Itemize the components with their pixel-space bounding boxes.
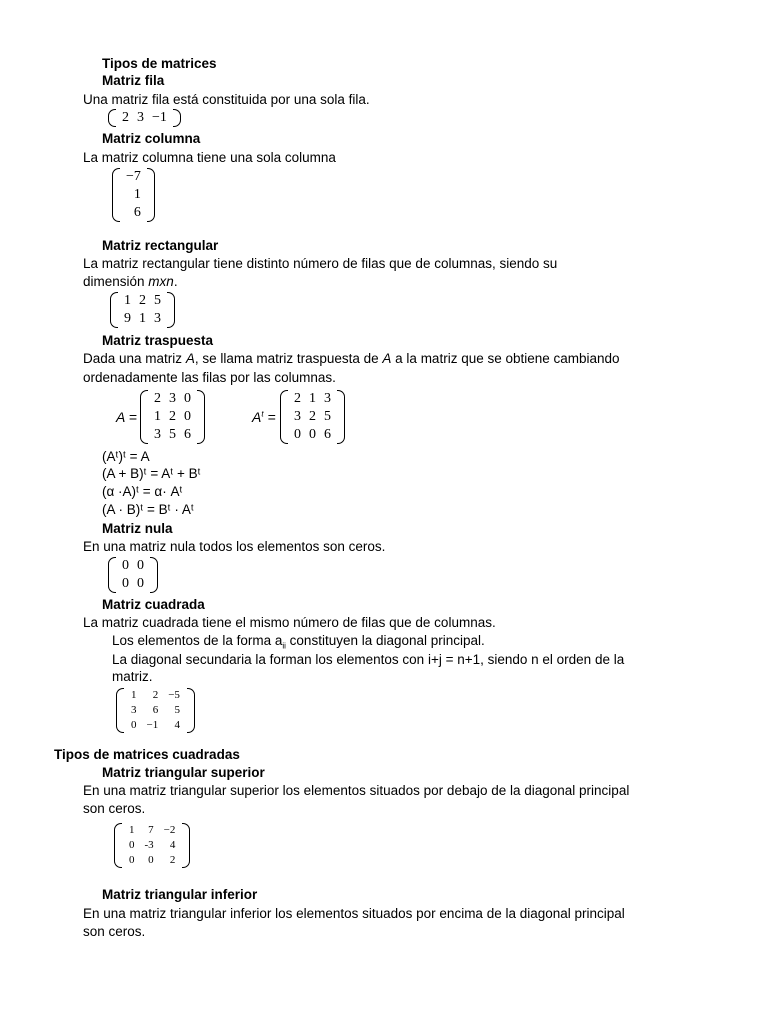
matrix-triangular-superior: [114, 823, 190, 868]
matrix-at: [280, 390, 345, 444]
matrix-row: [124, 838, 180, 853]
matrix-right-bracket: [197, 390, 205, 444]
matrix-cell: 1: [139, 311, 146, 326]
t1e: a la matriz que se obtiene cambiando: [391, 351, 620, 366]
matrix-columna: [112, 168, 155, 222]
matrix-left-bracket: [108, 109, 116, 127]
matrix-cell: 2: [154, 391, 161, 406]
lhs-a: A =: [116, 409, 137, 425]
prop-2: (A + B)ᵗ = Aᵗ + Bᵗ: [102, 466, 201, 481]
matrix-right-bracket: [187, 688, 195, 733]
lhs-at-eq: =: [263, 409, 276, 425]
matrix-grid: [122, 168, 145, 222]
matrix-row: [118, 109, 171, 127]
matrix-grid: [118, 109, 171, 127]
text-matriz-traspuesta-1: [83, 351, 620, 367]
matrix-left-bracket: [112, 168, 120, 222]
matrix-row: [150, 390, 195, 408]
matrix-cell: −1: [146, 719, 159, 731]
text-matriz-nula: En una matriz nula todos los elementos son ceros.: [83, 539, 386, 554]
matrix-right-bracket: [173, 109, 181, 127]
matrix-a: [140, 390, 205, 444]
text-matriz-columna: La matriz columna tiene una sola columna: [83, 150, 336, 165]
matrix-right-bracket: [182, 823, 190, 868]
matrix-left-bracket: [280, 390, 288, 444]
matrix-cell: 0: [184, 391, 191, 406]
matrix-grid: [126, 688, 185, 733]
matrix-right-bracket: [150, 557, 158, 593]
matrix-row: [118, 557, 148, 575]
matrix-cell: 2: [309, 409, 316, 424]
matrix-cell: 0: [294, 427, 301, 442]
matrix-row: [122, 168, 145, 186]
matrix-cell: 0: [129, 839, 135, 851]
text-matriz-rectangular-1: La matriz rectangular tiene distinto número de filas que de columnas, siendo su: [83, 256, 558, 271]
matrix-row: [150, 408, 195, 426]
heading-matriz-cuadrada: Matriz cuadrada: [102, 597, 205, 612]
matrix-cell: 5: [324, 409, 331, 424]
matrix-cell: 2: [294, 391, 301, 406]
matrix-nula: [108, 557, 158, 593]
matrix-cell: 3: [294, 409, 301, 424]
matrix-row: [122, 186, 145, 204]
matrix-cell: 0: [309, 427, 316, 442]
heading-matriz-rectangular: Matriz rectangular: [102, 238, 219, 253]
matrix-grid: [290, 390, 335, 444]
matrix-cell: 0: [184, 409, 191, 424]
matrix-cell: 2: [152, 689, 159, 701]
matrix-left-bracket: [116, 688, 124, 733]
matrix-cell: 0: [148, 854, 154, 866]
matrix-cell: −5: [168, 689, 180, 701]
matrix-cell: 9: [124, 311, 131, 326]
matrix-cell: 4: [169, 839, 176, 851]
matrix-cell: −7: [126, 169, 141, 184]
matrix-cell: 2: [169, 409, 176, 424]
matrix-cell: 5: [169, 427, 176, 442]
matrix-row: [150, 426, 195, 444]
t1a: Dada una matriz: [83, 351, 186, 366]
matrix-grid: [120, 292, 165, 328]
text-triangular-superior-1: En una matriz triangular superior los elementos situados por debajo de la diagonal principal: [83, 783, 630, 798]
matrix-cell: 4: [174, 719, 180, 731]
text-matriz-cuadrada: La matriz cuadrada tiene el mismo número de filas que de columnas.: [83, 615, 496, 630]
matrix-row: [126, 718, 185, 733]
lhs-at-a: A: [252, 409, 262, 425]
heading-matriz-fila: Matriz fila: [102, 73, 165, 88]
matrix-cell: −1: [152, 110, 167, 125]
heading-triangular-inferior: Matriz triangular inferior: [102, 887, 258, 902]
bullet-diagonal-secundaria: La diagonal secundaria la forman los elementos con i+j = n+1, siendo n el orden de la: [112, 652, 625, 667]
matrix-cell: 5: [154, 293, 161, 308]
matrix-cuadrada: [116, 688, 195, 733]
matrix-cell: 1: [309, 391, 316, 406]
text-matriz-fila: Una matriz fila está constituida por una sola fila.: [83, 92, 370, 107]
t1c: , se llama matriz traspuesta de: [194, 351, 383, 366]
matrix-cell: 6: [324, 427, 331, 442]
period: .: [173, 274, 178, 289]
matrix-cell: 1: [131, 689, 137, 701]
t1b: A: [185, 351, 195, 366]
b1sub: ii: [282, 641, 286, 651]
matrix-row: [290, 426, 335, 444]
matrix-right-bracket: [167, 292, 175, 328]
text-triangular-inferior-2: son ceros.: [83, 924, 146, 939]
matrix-cell: 0: [122, 558, 129, 573]
matrix-cell: 0: [137, 576, 144, 591]
matrix-cell: −2: [163, 824, 176, 836]
matrix-cell: 3: [324, 391, 331, 406]
b1b: constituyen la diagonal principal.: [285, 633, 485, 648]
b1a: Los elementos de la forma a: [112, 633, 283, 648]
matrix-cell: 3: [154, 311, 161, 326]
matrix-cell: 1: [154, 409, 161, 424]
matrix-left-bracket: [108, 557, 116, 593]
dimension-label: dimensión: [83, 274, 149, 289]
prop-3: (α ·A)ᵗ = α· Aᵗ: [102, 484, 183, 499]
matrix-row: [118, 575, 148, 593]
matrix-row: [124, 853, 180, 868]
matrix-fila: [108, 109, 181, 127]
matrix-cell: -3: [144, 839, 154, 851]
matrix-cell: 6: [184, 427, 191, 442]
matrix-left-bracket: [114, 823, 122, 868]
matrix-cell: 2: [122, 110, 129, 125]
text-triangular-superior-2: son ceros.: [83, 801, 146, 816]
matrix-cell: 5: [174, 704, 180, 716]
matrix-rectangular: [110, 292, 175, 328]
matrix-cell: 3: [169, 391, 176, 406]
prop-1: (Aᵗ)ᵗ = A: [102, 449, 150, 464]
matrix-cell: 2: [139, 293, 146, 308]
matrix-left-bracket: [110, 292, 118, 328]
heading-matriz-traspuesta: Matriz traspuesta: [102, 333, 214, 348]
matrix-row: [126, 703, 185, 718]
lhs-at-sup: t: [261, 409, 264, 419]
doc-title: Tipos de matrices: [102, 56, 217, 71]
matrix-row: [120, 292, 165, 310]
matrix-cell: 0: [129, 854, 135, 866]
matrix-cell: 1: [133, 187, 141, 202]
matrix-cell: 7: [148, 824, 154, 836]
matrix-row: [126, 688, 185, 703]
matrix-cell: 1: [129, 824, 135, 836]
matrix-grid: [150, 390, 195, 444]
matrix-cell: 1: [124, 293, 131, 308]
matrix-cell: 6: [152, 704, 159, 716]
matrix-grid: [124, 823, 180, 868]
bullet-diagonal-secundaria-2: matriz.: [112, 669, 153, 684]
matrix-cell: 3: [137, 110, 144, 125]
t1d: A: [382, 351, 392, 366]
matrix-left-bracket: [140, 390, 148, 444]
matrix-cell: 0: [137, 558, 144, 573]
matrix-grid: [118, 557, 148, 593]
matrix-row: [124, 823, 180, 838]
mxn-term: mxn: [148, 274, 174, 289]
matrix-row: [120, 310, 165, 328]
matrix-cell: 3: [131, 704, 137, 716]
heading-matriz-columna: Matriz columna: [102, 131, 201, 146]
matrix-cell: 2: [169, 854, 176, 866]
matrix-right-bracket: [337, 390, 345, 444]
matrix-row: [290, 408, 335, 426]
matrix-cell: 3: [154, 427, 161, 442]
lhs-at: [252, 409, 276, 425]
heading-triangular-superior: Matriz triangular superior: [102, 765, 265, 780]
heading-tipos-cuadradas: Tipos de matrices cuadradas: [54, 747, 240, 762]
text-matriz-traspuesta-2: ordenadamente las filas por las columnas.: [83, 370, 336, 385]
prop-4: (A · B)ᵗ = Bᵗ · Aᵗ: [102, 502, 194, 517]
matrix-cell: 6: [133, 205, 141, 220]
matrix-cell: 0: [122, 576, 129, 591]
matrix-row: [290, 390, 335, 408]
matrix-right-bracket: [147, 168, 155, 222]
matrix-cell: 0: [131, 719, 137, 731]
heading-matriz-nula: Matriz nula: [102, 521, 173, 536]
matrix-row: [122, 204, 145, 222]
text-matriz-rectangular-2: [83, 274, 178, 290]
text-triangular-inferior-1: En una matriz triangular inferior los elementos situados por encima de la diagonal principal: [83, 906, 625, 921]
